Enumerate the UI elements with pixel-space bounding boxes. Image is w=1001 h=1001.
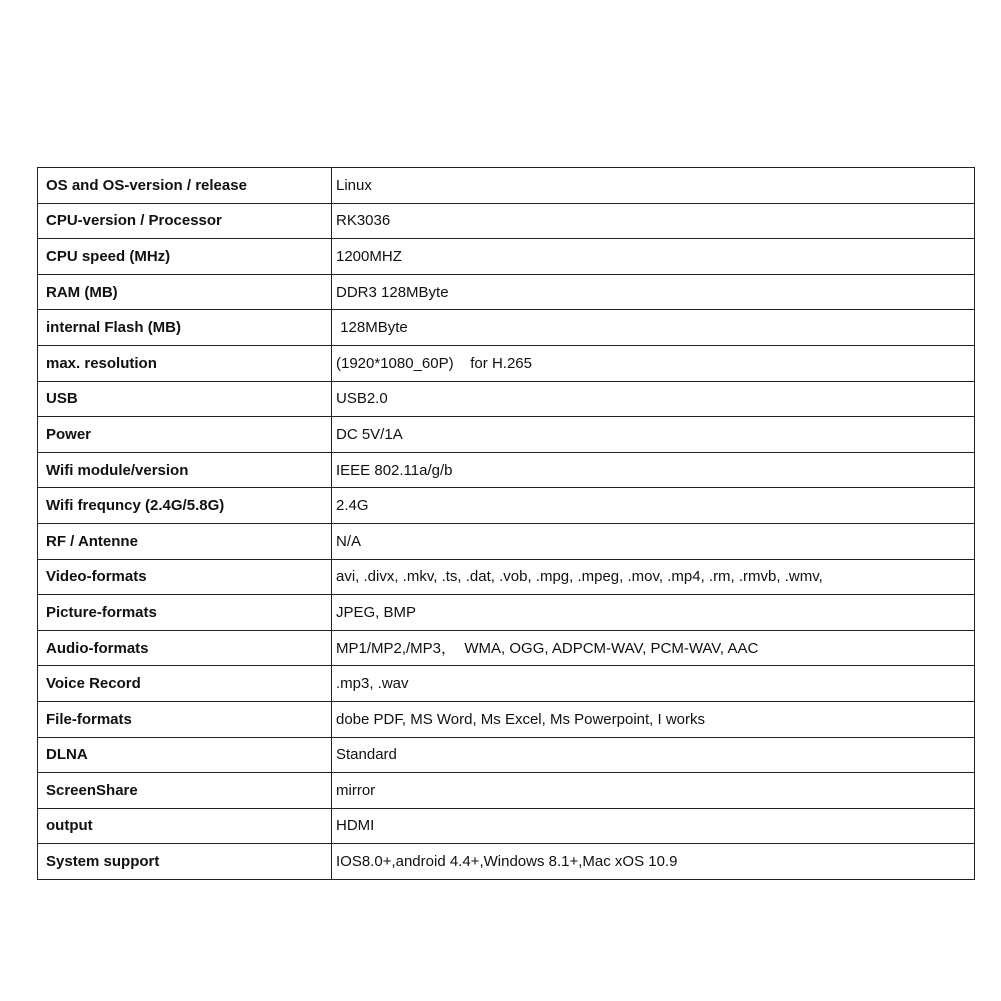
spec-label: internal Flash (MB) bbox=[38, 310, 332, 346]
table-row bbox=[38, 203, 975, 239]
table-row bbox=[38, 844, 975, 880]
table-row bbox=[38, 239, 975, 275]
spec-value: IOS8.0+,android 4.4+,Windows 8.1+,Mac xOS 10.9 bbox=[332, 844, 975, 880]
table-row bbox=[38, 310, 975, 346]
table-row bbox=[38, 595, 975, 631]
spec-label: Picture-formats bbox=[38, 595, 332, 631]
spec-value: Standard bbox=[332, 737, 975, 773]
spec-table bbox=[37, 167, 975, 880]
spec-table-body bbox=[38, 168, 975, 880]
table-row bbox=[38, 773, 975, 809]
table-row bbox=[38, 701, 975, 737]
spec-label: CPU-version / Processor bbox=[38, 203, 332, 239]
table-row bbox=[38, 737, 975, 773]
spec-label: RAM (MB) bbox=[38, 274, 332, 310]
table-row bbox=[38, 630, 975, 666]
spec-value: 128MByte bbox=[332, 310, 975, 346]
spec-value: USB2.0 bbox=[332, 381, 975, 417]
spec-value: (1920*1080_60P) for H.265 bbox=[332, 345, 975, 381]
table-row bbox=[38, 381, 975, 417]
spec-value: MP1/MP2,/MP3， WMA, OGG, ADPCM-WAV, PCM-WAV, AAC bbox=[332, 630, 975, 666]
table-row bbox=[38, 274, 975, 310]
spec-value: dobe PDF, MS Word, Ms Excel, Ms Powerpoint, I works bbox=[332, 701, 975, 737]
spec-label: System support bbox=[38, 844, 332, 880]
spec-value: IEEE 802.11a/g/b bbox=[332, 452, 975, 488]
table-row bbox=[38, 452, 975, 488]
spec-label: RF / Antenne bbox=[38, 523, 332, 559]
spec-value: mirror bbox=[332, 773, 975, 809]
spec-label: Power bbox=[38, 417, 332, 453]
spec-label: File-formats bbox=[38, 701, 332, 737]
spec-value: JPEG, BMP bbox=[332, 595, 975, 631]
spec-label: OS and OS-version / release bbox=[38, 168, 332, 204]
spec-label: ScreenShare bbox=[38, 773, 332, 809]
spec-value: RK3036 bbox=[332, 203, 975, 239]
spec-value: Linux bbox=[332, 168, 975, 204]
spec-value: .mp3, .wav bbox=[332, 666, 975, 702]
table-row bbox=[38, 345, 975, 381]
spec-value: DC 5V/1A bbox=[332, 417, 975, 453]
spec-label: Wifi module/version bbox=[38, 452, 332, 488]
spec-label: output bbox=[38, 808, 332, 844]
spec-label: Voice Record bbox=[38, 666, 332, 702]
table-row bbox=[38, 168, 975, 204]
spec-label: Video-formats bbox=[38, 559, 332, 595]
table-row bbox=[38, 666, 975, 702]
table-row bbox=[38, 417, 975, 453]
spec-value: 1200MHZ bbox=[332, 239, 975, 275]
spec-label: max. resolution bbox=[38, 345, 332, 381]
spec-value: HDMI bbox=[332, 808, 975, 844]
table-row bbox=[38, 808, 975, 844]
spec-label: Audio-formats bbox=[38, 630, 332, 666]
table-row bbox=[38, 523, 975, 559]
table-row bbox=[38, 559, 975, 595]
spec-value: 2.4G bbox=[332, 488, 975, 524]
table-row bbox=[38, 488, 975, 524]
spec-label: CPU speed (MHz) bbox=[38, 239, 332, 275]
spec-label: Wifi frequncy (2.4G/5.8G) bbox=[38, 488, 332, 524]
spec-value: avi, .divx, .mkv, .ts, .dat, .vob, .mpg, .mpeg, .mov, .mp4, .rm, .rmvb, .wmv, bbox=[332, 559, 975, 595]
spec-value: DDR3 128MByte bbox=[332, 274, 975, 310]
spec-label: DLNA bbox=[38, 737, 332, 773]
spec-value: N/A bbox=[332, 523, 975, 559]
spec-label: USB bbox=[38, 381, 332, 417]
